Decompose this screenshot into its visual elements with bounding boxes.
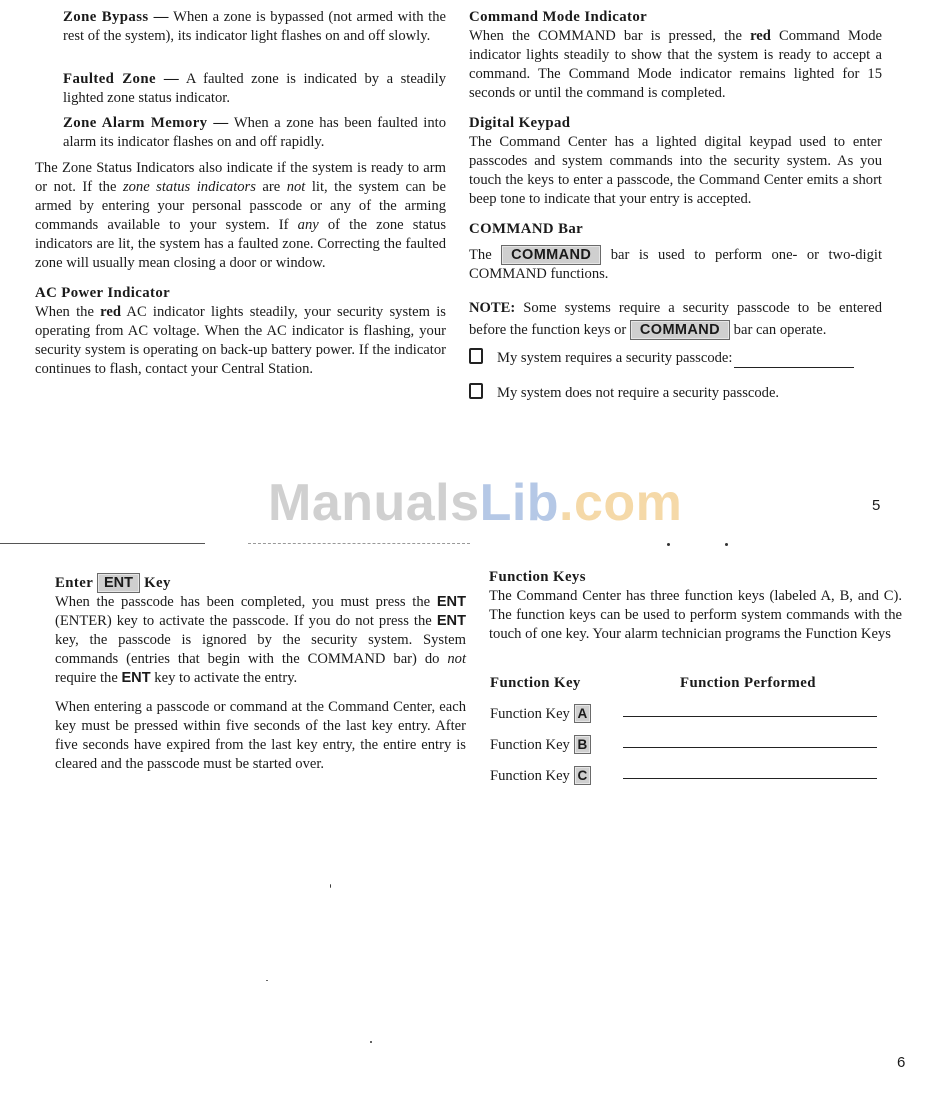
scan-speck: [725, 543, 728, 546]
table-row: Function Key B: [490, 733, 910, 755]
table-row: Function Key A: [490, 702, 910, 724]
function-keys-paragraph: The Command Center has three function keys (labeled A, B, and C). The function keys can be used to perform system commands with the touch of one key. Your alarm technician programs the Function Keys: [489, 588, 902, 642]
blank-line: [734, 353, 854, 368]
zone-alarm-memory-block: [63, 114, 446, 152]
enter-key-heading: Enter ENT Key: [55, 575, 171, 591]
blank-line: [623, 716, 877, 717]
checkbox-icon: [469, 383, 483, 399]
command-key-icon: COMMAND: [630, 320, 730, 340]
page-number-5: 5: [872, 497, 881, 514]
scan-speck: [370, 1041, 372, 1043]
command-mode-heading: Command Mode Indicator: [469, 9, 648, 25]
ac-power-section: [35, 284, 446, 379]
blank-line: [623, 747, 877, 748]
function-keys-section: [489, 568, 902, 644]
watermark: [268, 474, 698, 532]
function-key-b-icon: B: [574, 735, 592, 754]
digital-keypad-heading: Digital Keypad: [469, 115, 571, 131]
checkbox-no-passcode: My system does not require a security passcode.: [469, 383, 882, 403]
command-key-icon: COMMAND: [501, 245, 601, 265]
faulted-zone-paragraph: Faulted Zone — A faulted zone is indicated by a steadily lighted zone status indicator.: [63, 71, 446, 106]
page-divider: [0, 543, 205, 544]
scan-speck: [330, 884, 331, 888]
checkbox-icon: [469, 348, 483, 364]
function-keys-heading: Function Keys: [489, 569, 586, 585]
command-bar-heading: COMMAND Bar: [469, 221, 584, 237]
digital-keypad-section: [469, 114, 882, 209]
watermark-com: .com: [559, 474, 683, 532]
timing-paragraph: When entering a passcode or command at the Command Center, each key must be pressed within five seconds of the last key entry. After five seconds have expired from the last key entry, the entire entry is cleared and the passcode must be started over.: [55, 699, 466, 772]
ac-power-heading: AC Power Indicator: [35, 285, 171, 301]
page-divider: [248, 543, 470, 544]
function-key-a-icon: A: [574, 704, 592, 723]
page-number-6: 6: [897, 1054, 906, 1071]
ac-power-paragraph: When the red AC indicator lights steadily, your security system is operating from AC voltage. When the AC indicator is flashing, your security system is operating on back-up battery power. If the indicator continues to flash, contact your Central Station.: [35, 304, 446, 377]
ent-paragraph: When the passcode has been completed, you must press the ENT (ENTER) key to activate the passcode. If you do not press the ENT key, the passcode is ignored by the security system. System commands (entries that begin with the COMMAND bar) do not require the ENT key to activate the entry.: [55, 594, 466, 686]
checkbox-requires-passcode: My system requires a security passcode:: [469, 348, 882, 368]
watermark-manuals: Manuals: [268, 474, 480, 532]
note-paragraph: NOTE: Some systems require a security passcode to be entered before the function keys or COMMAND bar can operate.: [469, 300, 882, 338]
zone-bypass-term: Zone Bypass —: [63, 9, 169, 25]
command-mode-section: [469, 8, 882, 103]
table-header-function-performed: Function Performed: [680, 675, 816, 691]
command-bar-section: [469, 220, 882, 284]
digital-keypad-paragraph: The Command Center has a lighted digital keypad used to enter passcodes and system commands into the security system. As you touch the keys to enter a passcode, the Command Center emits a short beep tone to indicate that your entry is accepted.: [469, 134, 882, 207]
watermark-lib: Lib: [479, 474, 560, 532]
zone-alarm-memory-term: Zone Alarm Memory —: [63, 115, 229, 131]
zone-bypass-paragraph: Zone Bypass — When a zone is bypassed (not armed with the rest of the system), its indicator light flashes on and off slowly.: [63, 9, 446, 44]
function-key-c-icon: C: [574, 766, 592, 785]
faulted-zone-term: Faulted Zone —: [63, 71, 180, 87]
table-header-function-key: Function Key: [490, 675, 581, 691]
function-key-table: [490, 702, 910, 792]
scan-speck: [266, 980, 268, 981]
command-bar-paragraph: The COMMAND bar is used to perform one- or two-digit COMMAND functions.: [469, 247, 882, 282]
table-row: Function Key C: [490, 764, 910, 786]
zone-alarm-memory-paragraph: Zone Alarm Memory — When a zone has been faulted into alarm its indicator flashes on and off rapidly.: [63, 115, 446, 150]
scan-speck: [667, 543, 670, 546]
command-mode-paragraph: When the COMMAND bar is pressed, the red Command Mode indicator lights steadily to show that the system is ready to accept a command. The Command Mode indicator remains lighted for 15 seconds or until the command is completed.: [469, 28, 882, 101]
note-label: NOTE:: [469, 300, 516, 316]
ready-to-arm-paragraph: The Zone Status Indicators also indicate if the system is ready to arm or not. If the zone status indicators are not lit, the system can be armed by entering your personal passcode or any of the arming commands available to your system. If any of the zone status indicators are lit, the system has a faulted zone. Correcting the faulted zone will usually mean closing a door or window.: [35, 160, 447, 271]
ent-key-icon: ENT: [97, 573, 140, 593]
blank-line: [623, 778, 877, 779]
faulted-zone-block: [63, 70, 446, 108]
zone-bypass-block: [63, 8, 446, 46]
